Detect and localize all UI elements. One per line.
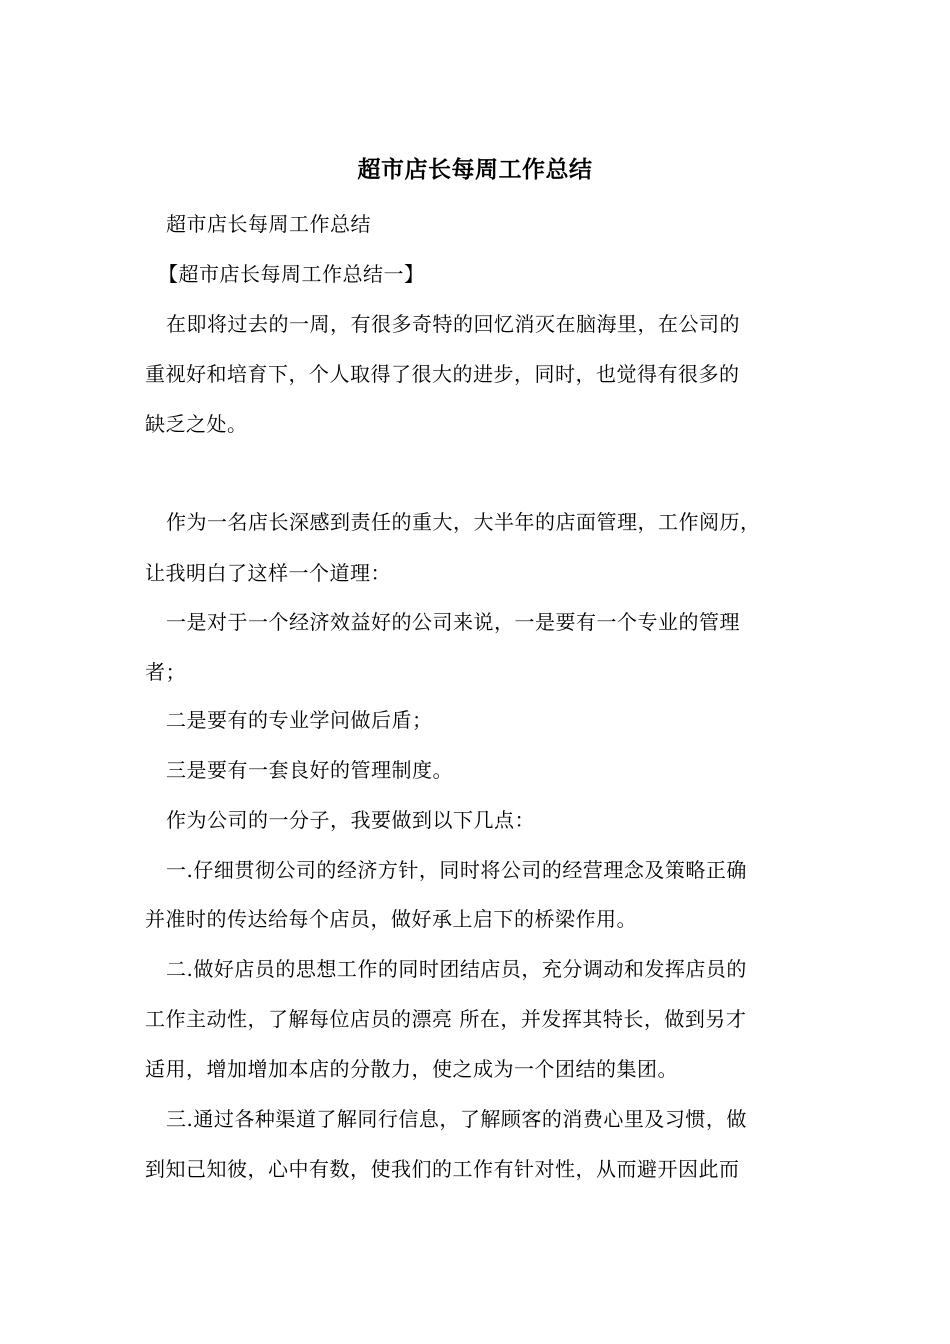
paragraph-line: 作为一名店长深感到责任的重大，大半年的店面管理，工作阅历， [166, 510, 761, 534]
paragraph-line: 并准时的传达给每个店员，做好承上启下的桥梁作用。 [145, 907, 637, 931]
paragraph-line: 一.仔细贯彻公司的经济方针，同时将公司的经营理念及策略正确 [166, 858, 747, 882]
paragraph-line: 者； [145, 660, 186, 684]
paragraph-line: 重视好和培育下，个人取得了很大的进步，同时，也觉得有很多的 [145, 362, 740, 386]
paragraph-line: 三.通过各种渠道了解同行信息，了解顾客的消费心里及习惯，做 [166, 1107, 747, 1131]
section-heading: 【超市店长每周工作总结一】 [158, 262, 425, 286]
paragraph-line: 让我明白了这样一个道理： [145, 561, 391, 585]
paragraph-line: 到知己知彼，心中有数，使我们的工作有针对性，从而避开因此而 [145, 1157, 740, 1181]
paragraph-line: 适用，增加增加本店的分散力，使之成为一个团结的集团。 [145, 1057, 678, 1081]
paragraph-line: 缺乏之处。 [145, 412, 248, 436]
subtitle-line: 超市店长每周工作总结 [166, 212, 371, 236]
paragraph-line: 二.做好店员的思想工作的同时团结店员，充分调动和发挥店员的 [166, 957, 747, 981]
paragraph-line: 在即将过去的一周，有很多奇特的回忆消灭在脑海里，在公司的 [166, 312, 740, 336]
paragraph-line: 二是要有的专业学问做后盾； [166, 708, 433, 732]
paragraph-line: 三是要有一套良好的管理制度。 [166, 758, 453, 782]
paragraph-line: 作为公司的一分子，我要做到以下几点： [166, 808, 535, 832]
document-title: 超市店长每周工作总结 [357, 156, 593, 183]
paragraph-line: 一是对于一个经济效益好的公司来说，一是要有一个专业的管理 [166, 610, 740, 634]
paragraph-line: 工作主动性，了解每位店员的漂亮 所在，并发挥其特长，做到另才 [145, 1007, 747, 1031]
